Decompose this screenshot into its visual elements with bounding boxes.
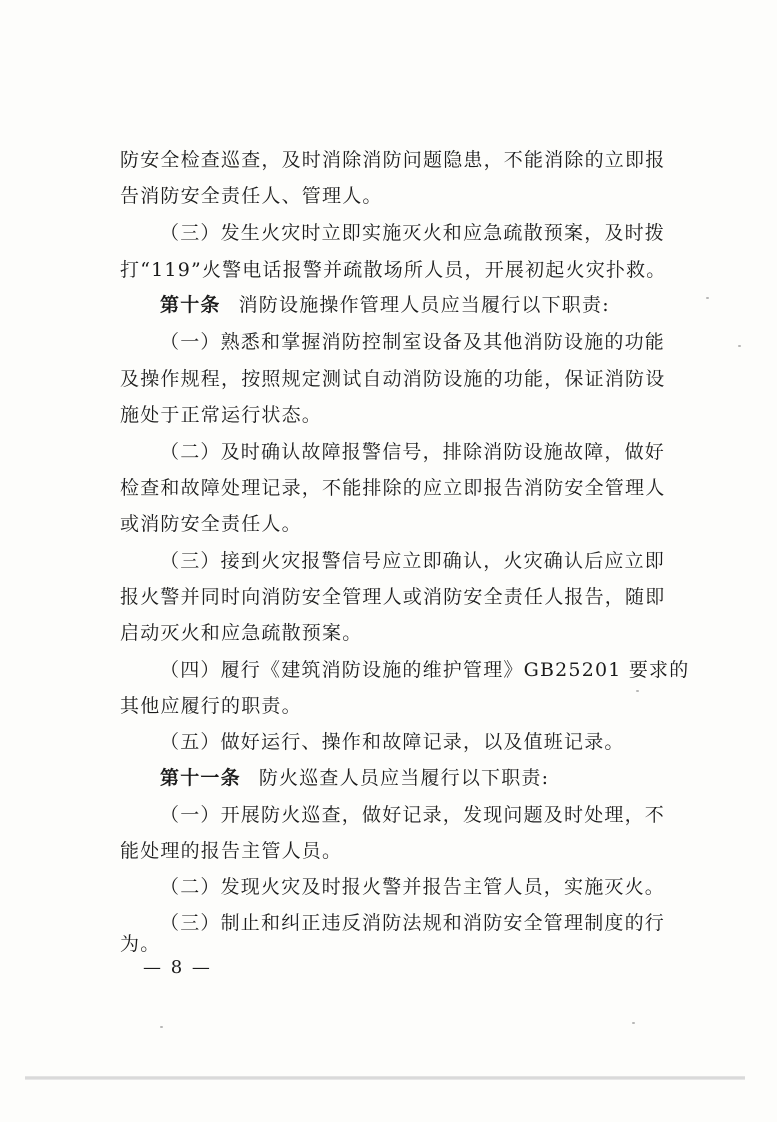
text-line: （三）制止和纠正违反消防法规和消防安全管理制度的行 — [160, 912, 666, 934]
article-number: 第十一条 — [160, 767, 241, 789]
article-heading — [160, 293, 660, 317]
text-line: 或消防安全责任人。 — [120, 513, 302, 535]
text-line: 及操作规程，按照规定测试自动消防设施的功能，保证消防设 — [120, 368, 666, 390]
scan-speck — [160, 1026, 163, 1028]
text-line: （二）及时确认故障报警信号，排除消防设施故障，做好 — [160, 441, 666, 463]
page-number: — 8 — — [143, 957, 212, 978]
text-line: （四）履行《建筑消防设施的维护管理》GB25201 要求的 — [160, 659, 690, 681]
scan-edge — [25, 1076, 745, 1080]
scan-speck — [738, 345, 741, 347]
text-line: 报火警并同时向消防安全管理人或消防安全责任人报告，随即 — [120, 586, 666, 608]
article-number: 第十条 — [160, 294, 221, 316]
article-text: 防火巡查人员应当履行以下职责: — [258, 767, 550, 789]
text-line: 告消防安全责任人、管理人。 — [120, 185, 383, 207]
text-line: 启动灭火和应急疏散预案。 — [120, 622, 363, 644]
text-line: 其他应履行的职责。 — [120, 695, 302, 717]
text-line: （一）开展防火巡查，做好记录，发现问题及时处理，不 — [160, 804, 666, 826]
text-line: 防安全检查巡查，及时消除消防问题隐患，不能消除的立即报 — [120, 149, 666, 171]
article-heading — [160, 766, 660, 790]
text-line: 检查和故障处理记录，不能排除的应立即报告消防安全管理人 — [120, 477, 666, 499]
text-line: （三）发生火灾时立即实施灭火和应急疏散预案，及时拨 — [160, 222, 666, 244]
text-line: 施处于正常运行状态。 — [120, 404, 323, 426]
text-line: （五）做好运行、操作和故障记录，以及值班记录。 — [160, 731, 625, 753]
text-line: （一）熟悉和掌握消防控制室设备及其他消防设施的功能 — [160, 331, 666, 353]
scan-speck — [706, 297, 709, 299]
scan-speck — [632, 1022, 635, 1024]
text-line: 为。 — [120, 933, 161, 955]
text-line: 打“119”火警电话报警并疏散场所人员，开展初起火灾扑救。 — [120, 259, 667, 281]
text-line: （二）发现火灾及时报火警并报告主管人员，实施灭火。 — [160, 876, 666, 898]
scan-speck — [636, 690, 639, 692]
article-text: 消防设施操作管理人员应当履行以下职责: — [238, 294, 610, 316]
text-line: （三）接到火灾报警信号应立即确认，火灾确认后应立即 — [160, 550, 666, 572]
text-line: 能处理的报告主管人员。 — [120, 840, 343, 862]
